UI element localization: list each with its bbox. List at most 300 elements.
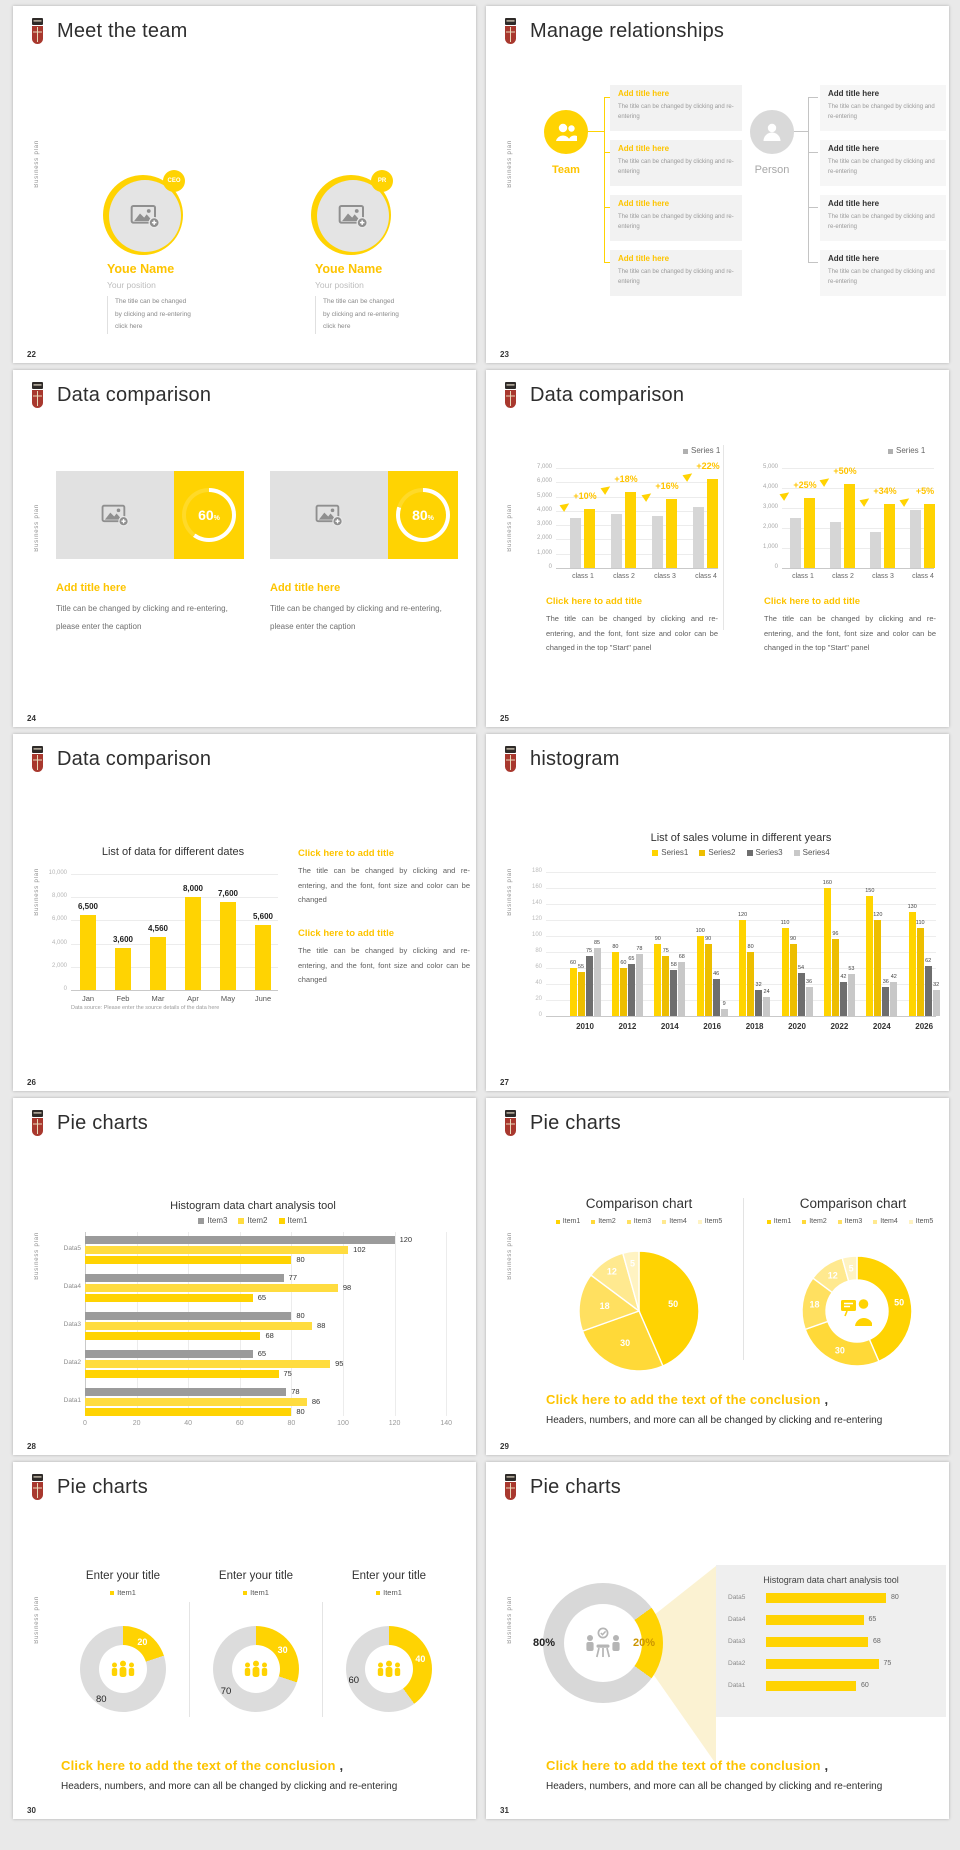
bar-value: 42: [840, 974, 847, 981]
y-tick: 120: [531, 916, 542, 922]
y-tick: 0: [548, 564, 552, 570]
org-box-body: The title can be changed by clicking and re-entering: [828, 269, 935, 286]
bar-value: 75: [662, 948, 669, 954]
bar-value: 3,600: [112, 935, 134, 945]
caption-body: The title can be changed by clicking and re-entering, and the font, font size and color can be changed: [298, 946, 470, 985]
meeting-icon: [583, 1627, 623, 1659]
x-category: class 3: [872, 573, 894, 580]
growth-label: +16%: [655, 481, 679, 492]
slide-content: [486, 6, 949, 363]
side-label: Business plan: [507, 1596, 513, 1644]
bar-series2: [874, 920, 881, 1016]
slide-title: Pie charts: [530, 1112, 621, 1134]
org-box-title: Add title here: [618, 144, 670, 153]
growth-flag-icon: [642, 491, 654, 503]
slide-title: histogram: [530, 748, 620, 770]
slide-title: Pie charts: [530, 1476, 621, 1498]
legend-swatch-icon: [794, 850, 800, 856]
gridline: [782, 568, 934, 569]
bar-value: 75: [883, 1660, 892, 1667]
slide-22[interactable]: [13, 6, 476, 363]
y-tick: 2,000: [51, 962, 67, 969]
bar-value: 130: [907, 904, 917, 910]
page-number: 31: [500, 1806, 509, 1815]
person-icon: [761, 121, 783, 143]
y-tick: 0: [63, 986, 67, 992]
page-number: 24: [27, 714, 36, 723]
hbar-item2: [85, 1246, 348, 1254]
bar-value: 68: [265, 1331, 274, 1340]
side-label: Business plan: [507, 504, 513, 552]
bar-series1: [654, 944, 661, 1016]
y-tick: 3,000: [536, 521, 552, 528]
hbar-item3: [85, 1236, 395, 1244]
org-box: [610, 85, 742, 131]
svg-text:5: 5: [629, 1258, 636, 1269]
card-image-placeholder: [56, 471, 174, 559]
percent-sign: %: [213, 514, 220, 522]
panel-divider: [189, 1602, 190, 1717]
bar-gray: [870, 532, 881, 568]
slide-content: [13, 1462, 476, 1819]
x-tick: 60: [235, 1420, 244, 1427]
bar-series4: [678, 962, 685, 1016]
bar-value: 78: [291, 1387, 300, 1396]
y-category: Data3: [63, 1321, 81, 1328]
donut-yellow-label: 20%: [632, 1637, 656, 1649]
caption-body: The title can be changed by clicking and re-entering, and the font, font size and color can be changed: [298, 866, 470, 905]
gridline: [546, 872, 936, 873]
donut-yellow-value: 20: [137, 1637, 148, 1648]
bar-value: 55: [577, 964, 585, 970]
legend-item: Item1: [767, 1218, 792, 1225]
chart-legend: [546, 848, 936, 857]
slide-content: [486, 370, 949, 727]
growth-flag-icon: [780, 489, 792, 501]
bar-yellow: [584, 509, 595, 568]
people-group-icon: [109, 1659, 137, 1679]
caption-title: Click here to add title: [546, 596, 643, 607]
bar-yellow: [220, 902, 236, 990]
legend-swatch-icon: [279, 1218, 285, 1224]
bar-yellow: [924, 504, 935, 568]
bar-value: 36: [882, 979, 889, 986]
x-tick: 0: [83, 1420, 87, 1427]
member-position: Your position: [107, 280, 156, 290]
slide-31[interactable]: [486, 1462, 949, 1819]
connector-line: [808, 262, 818, 263]
member-name: Youe Name: [107, 262, 175, 276]
x-category: 2016: [703, 1022, 722, 1031]
x-category: Mar: [151, 994, 165, 1003]
x-category: class 1: [792, 573, 814, 580]
y-category: Data5: [63, 1245, 81, 1252]
slide-title: Data comparison: [57, 748, 212, 770]
bar-series3: [925, 966, 932, 1016]
bar-value: 9: [722, 1000, 726, 1007]
y-category: Data1: [63, 1397, 81, 1404]
bar-value: 150: [865, 888, 875, 894]
donut-center: [99, 1645, 147, 1693]
connector-line: [604, 97, 605, 263]
y-tick: 1,000: [536, 549, 552, 556]
svg-text:5: 5: [848, 1263, 854, 1274]
bar-value: 58: [670, 961, 677, 968]
slide-25[interactable]: [486, 370, 949, 727]
legend-item: Series3: [747, 848, 783, 857]
bar-series2: [790, 944, 797, 1016]
role-badge: PR: [371, 170, 393, 192]
bar-series4: [890, 982, 897, 1016]
growth-label: +22%: [696, 461, 720, 472]
x-category: 2018: [745, 1022, 764, 1031]
bar-value: 68: [873, 1638, 881, 1645]
org-box: [820, 85, 946, 131]
side-label: Business plan: [507, 1232, 513, 1280]
donut-center-icon: [839, 1295, 875, 1327]
svg-text:30: 30: [834, 1345, 845, 1356]
image-placeholder-icon: [101, 503, 129, 527]
x-category: 2014: [660, 1022, 679, 1031]
bar-yellow: [185, 897, 201, 990]
y-tick: 6,000: [536, 478, 552, 485]
chart-legend-row: [73, 1216, 433, 1225]
conclusion-body: Headers, numbers, and more can all be changed by clicking and re-entering: [61, 1781, 398, 1792]
svg-text:50: 50: [668, 1298, 679, 1309]
legend-item: Item1: [376, 1588, 402, 1597]
bar-series4: [763, 997, 770, 1016]
bar-value: 96: [832, 931, 839, 938]
slide-30[interactable]: [13, 1462, 476, 1819]
bar-value: 54: [797, 964, 805, 971]
y-tick: 4,000: [762, 484, 778, 490]
hbar-item3: [85, 1312, 291, 1320]
growth-label: +34%: [873, 486, 897, 496]
x-category: 2020: [788, 1022, 806, 1031]
hbar-item1: [85, 1408, 291, 1416]
org-box: [610, 250, 742, 296]
growth-flag-icon: [860, 495, 872, 507]
bar-value: 120: [738, 912, 748, 918]
y-category: Data2: [63, 1359, 81, 1366]
org-box-body: The title can be changed by clicking and re-entering: [828, 214, 935, 231]
bar-value: 60: [620, 960, 627, 966]
panel-title: Enter your title: [85, 1570, 161, 1582]
legend-swatch-icon: [110, 1591, 114, 1595]
progress-ring: [396, 488, 450, 542]
org-box: [820, 140, 946, 186]
chart-title: List of data for different dates: [101, 846, 245, 858]
svg-text:50: 50: [894, 1297, 905, 1308]
org-box-body: The title can be changed by clicking and re-entering: [618, 269, 734, 286]
y-tick: 5,000: [536, 492, 552, 499]
bar-yellow: [625, 492, 636, 568]
side-label: Business plan: [34, 868, 40, 916]
x-tick: 120: [388, 1420, 401, 1427]
bar-gray: [652, 516, 663, 568]
org-box-title: Add title here: [618, 199, 670, 208]
slide-28[interactable]: [13, 1098, 476, 1455]
slide-title: Meet the team: [57, 20, 188, 42]
caption-title: Click here to add title: [298, 848, 395, 859]
slide-24[interactable]: [13, 370, 476, 727]
presenter-icon: [839, 1296, 875, 1326]
percent-sign: %: [427, 514, 434, 522]
bar-yellow: [707, 479, 718, 568]
panel-divider: [322, 1602, 323, 1717]
slide-content: [486, 734, 949, 1091]
legend-item: Item1: [279, 1216, 308, 1225]
gridline: [71, 944, 278, 945]
member-name: Youe Name: [315, 262, 383, 276]
bar-value: 85: [593, 940, 601, 946]
team-member: [60, 90, 191, 354]
slide-title: Pie charts: [57, 1476, 148, 1498]
card-caption-body: Title can be changed by clicking and re-entering, please enter the caption: [270, 604, 442, 631]
bar-gray: [611, 514, 622, 568]
slide-title: Data comparison: [57, 384, 212, 406]
x-category: June: [254, 994, 272, 1003]
legend-item: Item3: [838, 1218, 863, 1225]
bar-series4: [636, 954, 643, 1016]
bar-value: 77: [288, 1273, 297, 1282]
bar-series1: [824, 888, 831, 1016]
bar-value: 80: [296, 1255, 305, 1264]
y-category: Data1: [728, 1682, 746, 1689]
gridline: [71, 874, 278, 875]
person-node: [750, 110, 794, 154]
legend-swatch-icon: [652, 850, 658, 856]
bar-series3: [713, 979, 720, 1016]
legend-item: Item2: [591, 1218, 616, 1225]
card-caption-body: Title can be changed by clicking and re-entering, please enter the caption: [56, 604, 228, 631]
svg-text:12: 12: [606, 1266, 617, 1277]
bar-value: 120: [399, 1235, 413, 1244]
side-label: Business plan: [507, 140, 513, 188]
chart-legend: [196, 1588, 316, 1597]
x-category: class 4: [912, 573, 934, 580]
page-number: 30: [27, 1806, 36, 1815]
team-member: [164, 90, 399, 354]
bar-value: 5,600: [252, 912, 274, 922]
y-tick: 7,000: [536, 464, 552, 470]
donut-yellow-value: 30: [277, 1644, 288, 1655]
slide-content: [13, 1098, 476, 1455]
org-box-title: Add title here: [618, 254, 670, 263]
hbar-yellow: [766, 1659, 879, 1669]
y-tick: 0: [774, 564, 778, 570]
caption-title: Click here to add title: [298, 928, 395, 939]
growth-label: +5%: [915, 486, 935, 496]
bar-yellow: [150, 937, 166, 990]
bar-value: 80: [296, 1311, 305, 1320]
progress-value: 80 %: [400, 492, 446, 538]
org-box-title: Add title here: [828, 89, 880, 98]
panel-title: Comparison chart: [585, 1196, 693, 1211]
chart-legend-row: [329, 1588, 449, 1597]
caption-body: The title can be changed by clicking and re-entering, and the font, font size and color can be changed in the top "Start" panel: [764, 614, 936, 653]
slide-26[interactable]: [13, 734, 476, 1091]
legend-item: Item3: [198, 1216, 227, 1225]
growth-label: +18%: [614, 474, 638, 485]
page-number: 28: [27, 1442, 36, 1451]
org-box-title: Add title here: [828, 144, 880, 153]
org-box: [610, 140, 742, 186]
donut-gray-label: 80%: [532, 1637, 556, 1649]
org-box-title: Add title here: [828, 254, 880, 263]
bar-value: 7,600: [217, 888, 239, 898]
gridline: [71, 897, 278, 898]
image-placeholder-icon: [130, 203, 160, 229]
y-tick: 100: [531, 932, 542, 938]
bar-gray: [910, 510, 921, 568]
donut-gray-value: 60: [348, 1675, 360, 1687]
bar-series1: [697, 936, 704, 1016]
slide-23[interactable]: [486, 6, 949, 363]
bar-value: 110: [780, 920, 790, 926]
card-percent-panel: [174, 471, 244, 559]
team-node-label: Team: [552, 164, 580, 176]
donut-center: [365, 1645, 413, 1693]
org-box-body: The title can be changed by clicking and re-entering: [828, 159, 935, 176]
bar-value: 65: [868, 1616, 877, 1623]
donut-yellow-value: 40: [415, 1653, 426, 1664]
y-tick: 80: [535, 948, 542, 954]
hbar-yellow: [766, 1681, 856, 1691]
org-box: [820, 250, 946, 296]
y-tick: 20: [535, 996, 542, 1002]
growth-flag-icon: [900, 495, 912, 507]
bar-value: 102: [353, 1245, 366, 1254]
bar-series2: [705, 944, 712, 1016]
growth-label: +50%: [833, 466, 857, 476]
bar-series4: [721, 1009, 728, 1016]
chart-legend: [63, 1588, 183, 1597]
y-category: Data3: [728, 1638, 746, 1645]
bar-value: 46: [713, 971, 720, 978]
bar-series4: [933, 990, 940, 1016]
legend-item: Item1: [556, 1218, 581, 1225]
bar-series2: [578, 972, 585, 1016]
x-category: class 2: [832, 573, 854, 580]
bar-value: 6,500: [77, 901, 99, 911]
y-category: Data5: [728, 1594, 746, 1601]
x-category: Feb: [116, 994, 130, 1003]
conclusion-title: Click here to add the text of the conclusion ,: [546, 1392, 829, 1407]
hbar-item1: [85, 1294, 253, 1302]
hbar-item3: [85, 1350, 253, 1358]
legend-item: Item1: [110, 1588, 136, 1597]
bar-series2: [917, 928, 924, 1016]
legend-swatch-icon: [888, 449, 893, 454]
bar-value: 100: [695, 928, 705, 934]
legend-swatch-icon: [238, 1218, 244, 1224]
bar-value: 160: [822, 880, 832, 886]
legend-swatch-icon: [376, 1591, 380, 1595]
legend-swatch-icon: [243, 1591, 247, 1595]
svg-text:12: 12: [827, 1270, 838, 1281]
x-category: class 4: [695, 573, 717, 580]
side-label: Business plan: [34, 1596, 40, 1644]
hbar-item2: [85, 1360, 330, 1368]
svg-text:18: 18: [599, 1300, 610, 1311]
bar-value: 60: [569, 960, 577, 966]
hbar-item1: [85, 1332, 260, 1340]
bar-gray: [830, 522, 841, 568]
y-tick: 60: [535, 964, 542, 970]
legend-item: Item5: [698, 1218, 723, 1225]
bar-value: 60: [861, 1682, 869, 1689]
hbar-yellow: [766, 1593, 886, 1603]
bar-series1: [570, 968, 577, 1016]
bar-series3: [670, 970, 677, 1016]
bar-series3: [628, 964, 635, 1016]
bar-value: 24: [763, 988, 770, 995]
y-tick: 140: [531, 900, 542, 906]
svg-text:30: 30: [620, 1337, 631, 1348]
svg-text:18: 18: [809, 1299, 820, 1310]
chart-legend-row: [546, 848, 936, 857]
conclusion-title: Click here to add the text of the conclusion ,: [546, 1758, 829, 1773]
org-box-body: The title can be changed by clicking and re-entering: [618, 214, 734, 231]
legend-swatch-icon: [699, 850, 705, 856]
org-box-body: The title can be changed by clicking and re-entering: [828, 104, 935, 121]
legend-item: Item1: [243, 1588, 269, 1597]
bar-series1: [739, 920, 746, 1016]
bar-gray: [693, 507, 704, 568]
org-box-body: The title can be changed by clicking and re-entering: [618, 159, 734, 176]
bar-series4: [848, 974, 855, 1016]
people-group-icon: [375, 1659, 403, 1679]
x-category: 2024: [872, 1022, 891, 1031]
growth-label: +25%: [793, 480, 817, 490]
bar-series3: [882, 987, 889, 1016]
connector-line: [808, 97, 818, 98]
connector-line: [794, 131, 808, 132]
gridline: [546, 904, 936, 905]
panel-title: Comparison chart: [799, 1196, 907, 1211]
y-tick: 4,000: [51, 939, 67, 946]
bar-value: 65: [257, 1349, 267, 1358]
conclusion-body: Headers, numbers, and more can all be changed by clicking and re-entering: [546, 1415, 883, 1426]
gridline: [71, 967, 278, 968]
donut-center: [232, 1645, 280, 1693]
y-tick: 40: [535, 980, 542, 986]
growth-label: +10%: [573, 490, 597, 501]
x-category: Apr: [187, 994, 199, 1003]
side-label: Business plan: [507, 868, 513, 916]
org-box-title: Add title here: [828, 199, 880, 208]
panel-title: Enter your title: [351, 1570, 427, 1582]
legend-item: Item3: [627, 1218, 652, 1225]
page-number: 22: [27, 350, 36, 359]
slide-29[interactable]: [486, 1098, 949, 1455]
bar-value: 90: [654, 936, 661, 942]
gridline: [343, 1232, 344, 1416]
y-tick: 4,000: [536, 506, 552, 513]
page-number: 25: [500, 714, 509, 723]
role-badge: CEO: [163, 170, 185, 192]
connector-line: [808, 207, 818, 208]
side-label: Business plan: [34, 1232, 40, 1280]
bar-value: 42: [890, 974, 897, 981]
connector-line: [588, 131, 604, 132]
bar-value: 32: [755, 982, 762, 989]
y-tick: 180: [531, 868, 542, 874]
slide-27[interactable]: [486, 734, 949, 1091]
bar-value: 90: [789, 936, 797, 942]
slide-title: Pie charts: [57, 1112, 148, 1134]
